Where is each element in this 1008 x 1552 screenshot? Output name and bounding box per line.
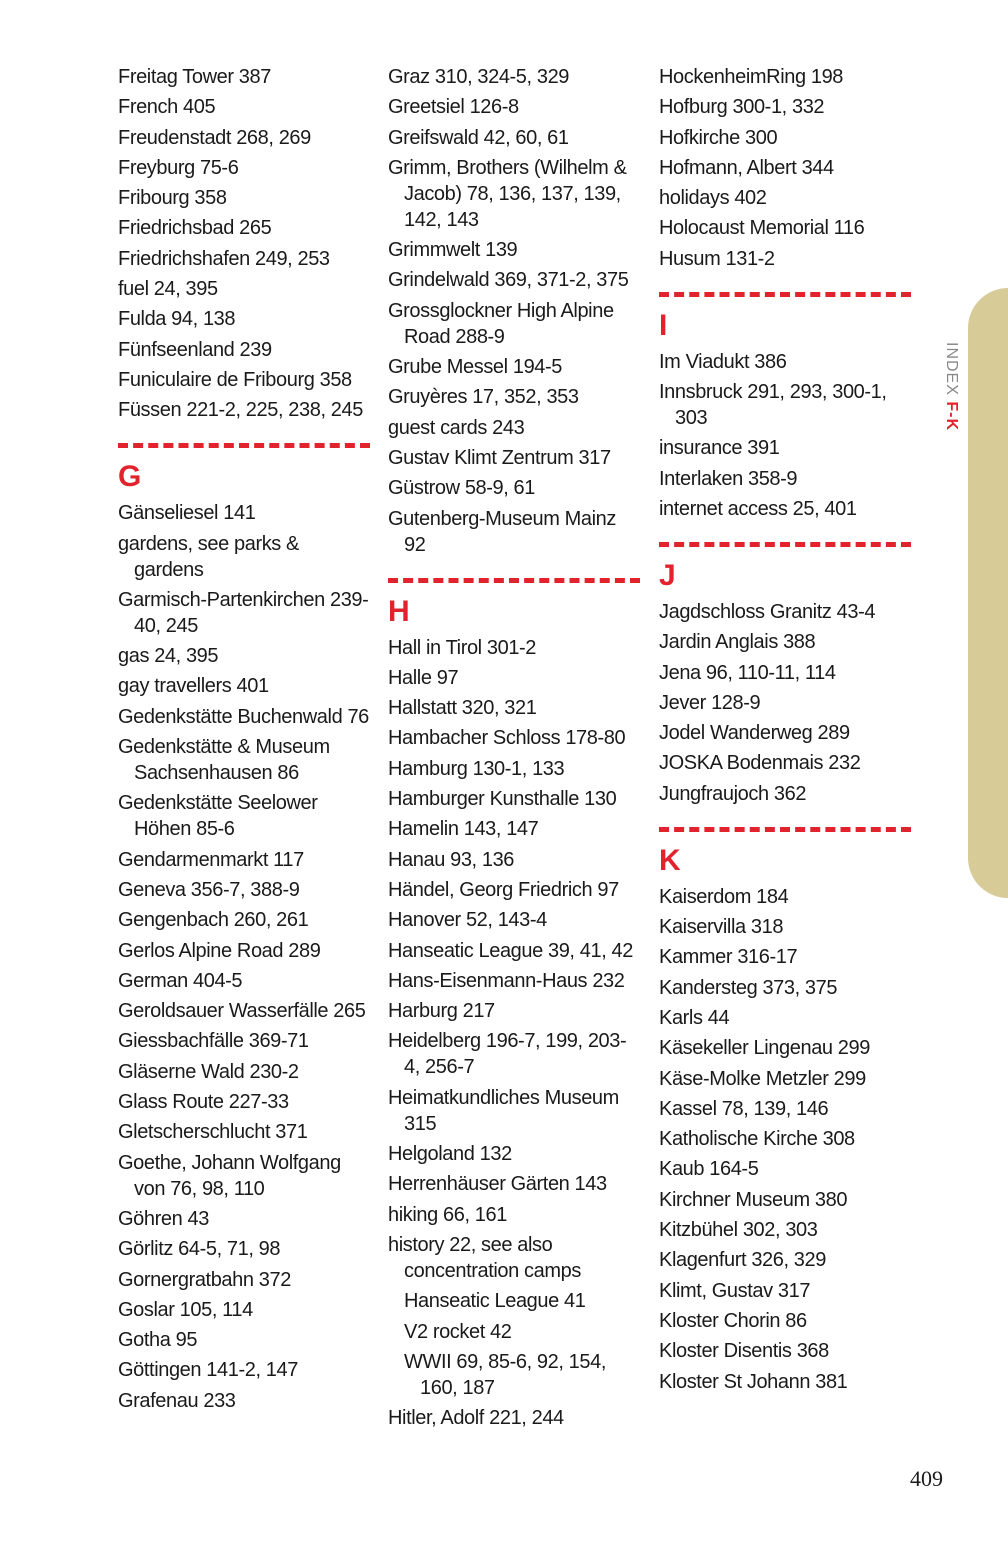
index-entry: gardens, see parks & gardens xyxy=(118,532,299,581)
index-entry: Kitzbühel 302, 303 xyxy=(659,1219,818,1242)
index-entry: Funiculaire de Fribourg 358 xyxy=(118,368,352,391)
index-entry: Hofkirche 300 xyxy=(659,126,778,149)
index-entry: Greetsiel 126-8 xyxy=(388,96,519,119)
section-letter: J xyxy=(659,558,676,592)
index-entry: Hamelin 143, 147 xyxy=(388,818,539,841)
index-entry: gas 24, 395 xyxy=(118,645,219,668)
page-number: 409 xyxy=(910,1466,943,1491)
index-entry: Karls 44 xyxy=(659,1006,730,1029)
index-entry: Kammer 316-17 xyxy=(659,946,798,969)
index-entry: Hofmann, Albert 344 xyxy=(659,156,834,179)
index-entry: Gläserne Wald 230-2 xyxy=(118,1060,299,1083)
index-entry: insurance 391 xyxy=(659,437,780,460)
index-entry: JOSKA Bodenmais 232 xyxy=(659,752,861,775)
index-entry: Goethe, Johann Wolfgang von 76, 98, 110 xyxy=(118,1151,341,1200)
index-column-2 xyxy=(388,64,640,1435)
section-letter: K xyxy=(659,843,681,877)
index-entry: Gotha 95 xyxy=(118,1329,198,1352)
index-entry: Hambacher Schloss 178-80 xyxy=(388,727,626,750)
side-index-range: F-K xyxy=(943,401,960,432)
index-subentry: WWII 69, 85-6, 92, 154, 160, 187 xyxy=(404,1350,607,1399)
index-entry: Füssen 221-2, 225, 238, 245 xyxy=(118,399,363,422)
chapter-tab xyxy=(968,288,1008,898)
index-entry: Katholische Kirche 308 xyxy=(659,1128,855,1151)
index-entry: Freitag Tower 387 xyxy=(118,66,271,88)
index-subentry: V2 rocket 42 xyxy=(404,1320,512,1343)
index-entry: Göhren 43 xyxy=(118,1207,209,1230)
index-entry: internet access 25, 401 xyxy=(659,497,857,520)
index-entry: French 405 xyxy=(118,96,216,119)
index-entry: Goslar 105, 114 xyxy=(118,1298,253,1321)
index-entry: Göttingen 141-2, 147 xyxy=(118,1359,298,1382)
section-letter: I xyxy=(659,308,668,342)
section-letter: H xyxy=(388,594,410,628)
index-entry: Fulda 94, 138 xyxy=(118,308,236,331)
index-entry: German 404-5 xyxy=(118,969,243,992)
index-entry: Helgoland 132 xyxy=(388,1143,512,1166)
index-entry: Geneva 356-7, 388-9 xyxy=(118,878,300,901)
index-entry: Harburg 217 xyxy=(388,1000,495,1023)
index-entry: Grindelwald 369, 371-2, 375 xyxy=(388,269,629,292)
section-divider xyxy=(388,578,640,583)
index-entry: Halle 97 xyxy=(388,666,459,689)
index-entry: Hanover 52, 143-4 xyxy=(388,909,547,932)
side-index-prefix: INDEX xyxy=(943,342,960,396)
index-entry: Gedenkstätte & Museum Sachsenhausen 86 xyxy=(118,736,330,785)
index-entry: Grimmwelt 139 xyxy=(388,239,518,262)
index-entry: Greifswald 42, 60, 61 xyxy=(388,126,569,149)
index-entry: Husum 131-2 xyxy=(659,247,775,270)
section-divider xyxy=(659,827,911,832)
index-entry: Hall in Tirol 301-2 xyxy=(388,636,537,659)
index-entry: Gruyères 17, 352, 353 xyxy=(388,386,579,409)
index-entry: Kandersteg 373, 375 xyxy=(659,976,838,999)
index-entry: Grimm, Brothers (Wilhelm & Jacob) 78, 136, 137, 139, 142, 143 xyxy=(388,156,627,231)
index-entry: Gedenkstätte Buchenwald 76 xyxy=(118,705,369,728)
index-entry: Jagdschloss Granitz 43-4 xyxy=(659,600,876,623)
index-entry: Freyburg 75-6 xyxy=(118,156,239,179)
section-divider xyxy=(659,542,911,547)
index-entry: Giessbachfälle 369-71 xyxy=(118,1030,309,1053)
index-entry: Geroldsauer Wasserfälle 265 xyxy=(118,1000,366,1023)
section-letter: G xyxy=(118,460,142,494)
index-entry: Garmisch-Partenkirchen 239-40, 245 xyxy=(118,588,369,637)
index-entry: Kaiservilla 318 xyxy=(659,916,784,939)
index-entry: Friedrichshafen 249, 253 xyxy=(118,247,330,270)
index-column-3 xyxy=(659,64,911,1399)
index-entry: Herrenhäuser Gärten 143 xyxy=(388,1173,607,1196)
index-entry: Grafenau 233 xyxy=(118,1389,236,1412)
index-subentry: Hanseatic League 41 xyxy=(404,1290,586,1313)
index-entry: Grossglockner High Alpine Road 288-9 xyxy=(388,299,614,348)
index-entry: Jena 96, 110-11, 114 xyxy=(659,661,836,684)
index-entry: Jever 128-9 xyxy=(659,691,761,714)
index-entry: Klimt, Gustav 317 xyxy=(659,1279,811,1302)
index-entry: Hanau 93, 136 xyxy=(388,848,515,871)
index-entry: Kaiserdom 184 xyxy=(659,885,789,908)
index-entry: Kassel 78, 139, 146 xyxy=(659,1097,829,1120)
index-entry: Fünfseenland 239 xyxy=(118,338,272,361)
index-entry: hiking 66, 161 xyxy=(388,1203,507,1226)
index-entry: Gengenbach 260, 261 xyxy=(118,909,309,932)
index-entry: Interlaken 358-9 xyxy=(659,467,798,490)
index-entry: HockenheimRing 198 xyxy=(659,66,844,88)
index-entry: Jodel Wanderweg 289 xyxy=(659,722,850,745)
index-entry: fuel 24, 395 xyxy=(118,278,218,301)
index-entry: Glass Route 227-33 xyxy=(118,1091,289,1114)
index-entry: Kloster Disentis 368 xyxy=(659,1340,829,1363)
index-entry: Gänseliesel 141 xyxy=(118,502,256,525)
index-entry: Hitler, Adolf 221, 244 xyxy=(388,1407,564,1430)
index-entry: Käse-Molke Metzler 299 xyxy=(659,1067,866,1090)
index-entry: Hamburg 130-1, 133 xyxy=(388,757,565,780)
index-entry: history 22, see also concentration camps xyxy=(388,1233,581,1282)
index-entry: Heidelberg 196-7, 199, 203-4, 256-7 xyxy=(388,1030,627,1079)
index-entry: Käsekeller Lingenau 299 xyxy=(659,1037,870,1060)
side-index-label xyxy=(930,342,960,431)
index-entry: Hamburger Kunsthalle 130 xyxy=(388,788,617,811)
index-entry: Jardin Anglais 388 xyxy=(659,631,816,654)
index-entry: Kloster Chorin 86 xyxy=(659,1309,807,1332)
index-entry: Fribourg 358 xyxy=(118,187,227,210)
index-entry: Händel, Georg Friedrich 97 xyxy=(388,878,619,901)
index-entry: Gedenkstätte Seelower Höhen 85-6 xyxy=(118,792,318,841)
index-entry: Gerlos Alpine Road 289 xyxy=(118,939,321,962)
index-entry: Güstrow 58-9, 61 xyxy=(388,477,536,500)
index-entry: holidays 402 xyxy=(659,187,767,210)
index-entry: Heimatkundliches Museum 315 xyxy=(388,1086,619,1135)
index-entry: Kloster St Johann 381 xyxy=(659,1370,848,1393)
section-divider xyxy=(118,443,370,448)
index-entry: Im Viadukt 386 xyxy=(659,350,787,373)
index-entry: Gendarmenmarkt 117 xyxy=(118,848,304,871)
section-divider xyxy=(659,292,911,297)
index-entry: Gutenberg-Museum Mainz 92 xyxy=(388,507,616,556)
index-column-1 xyxy=(118,64,370,1418)
index-entry: Gornergratbahn 372 xyxy=(118,1268,291,1291)
index-entry: Kaub 164-5 xyxy=(659,1158,759,1181)
index-entry: Graz 310, 324-5, 329 xyxy=(388,66,570,88)
index-entry: Gustav Klimt Zentrum 317 xyxy=(388,446,611,469)
index-entry: Hallstatt 320, 321 xyxy=(388,697,537,720)
index-entry: Klagenfurt 326, 329 xyxy=(659,1249,826,1272)
index-entry: Jungfraujoch 362 xyxy=(659,782,807,805)
index-entry: Holocaust Memorial 116 xyxy=(659,217,865,240)
index-entry: Hanseatic League 39, 41, 42 xyxy=(388,939,633,962)
index-entry: gay travellers 401 xyxy=(118,675,269,698)
index-entry: Hofburg 300-1, 332 xyxy=(659,96,825,119)
index-entry: Friedrichsbad 265 xyxy=(118,217,272,240)
index-entry: Görlitz 64-5, 71, 98 xyxy=(118,1238,281,1261)
index-entry: guest cards 243 xyxy=(388,416,525,439)
index-entry: Innsbruck 291, 293, 300-1, 303 xyxy=(659,381,887,430)
index-entry: Hans-Eisenmann-Haus 232 xyxy=(388,969,625,992)
index-entry: Kirchner Museum 380 xyxy=(659,1188,848,1211)
index-entry: Gletscherschlucht 371 xyxy=(118,1121,308,1144)
index-entry: Grube Messel 194-5 xyxy=(388,356,563,379)
index-entry: Freudenstadt 268, 269 xyxy=(118,126,311,149)
